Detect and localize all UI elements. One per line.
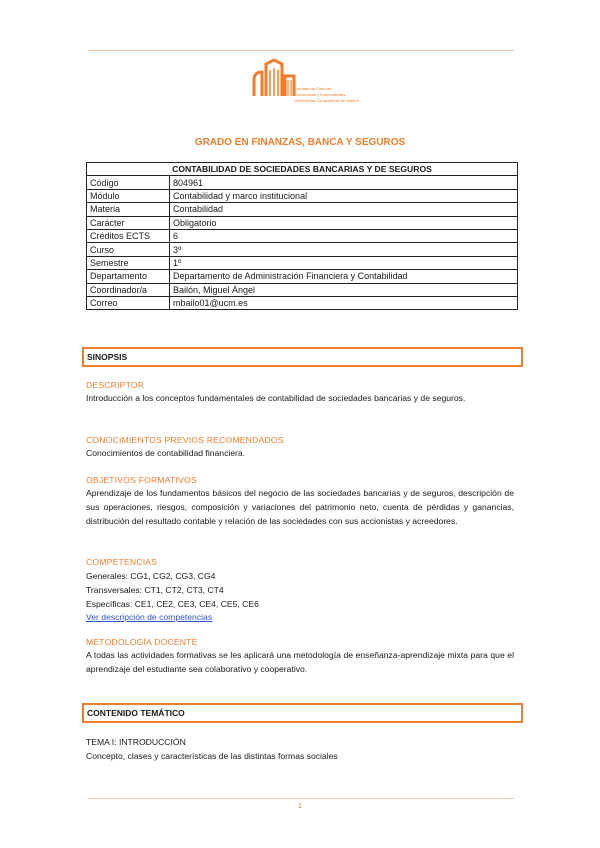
row-value: 1º: [170, 256, 518, 269]
row-label: Departamento: [87, 270, 170, 283]
header-rule: [88, 50, 514, 51]
sinopsis-section-header: SINOPSIS: [82, 347, 523, 367]
row-label: Semestre: [87, 256, 170, 269]
subject-info-table: [86, 162, 518, 310]
logo-line-1: Facultad de Ciencias: [294, 86, 332, 91]
table-row: [87, 243, 518, 256]
logo-line-3: Universidad Complutense de Madrid: [294, 98, 359, 103]
table-row: [87, 216, 518, 229]
row-value: Bailón, Miguel Ángel: [170, 283, 518, 296]
row-value: Obligatorio: [170, 216, 518, 229]
row-value: 3º: [170, 243, 518, 256]
table-row: [87, 256, 518, 269]
table-row: [87, 189, 518, 202]
objetivos-heading: OBJETIVOS FORMATIVOS: [86, 475, 197, 485]
row-label: Carácter: [87, 216, 170, 229]
row-value: Departamento de Administración Financiera y Contabilidad: [170, 270, 518, 283]
table-row: [87, 176, 518, 189]
contenido-section-header: CONTENIDO TEMÁTICO: [82, 703, 523, 723]
row-value: 804961: [170, 176, 518, 189]
table-row: [87, 203, 518, 216]
row-label: Coordinador/a: [87, 283, 170, 296]
table-row: [87, 229, 518, 242]
degree-title: GRADO EN FINANZAS, BANCA Y SEGUROS: [194, 137, 406, 148]
competencias-generales: Generales: CG1, CG2, CG3, CG4: [86, 571, 216, 581]
metodologia-heading: METODOLOGÍA DOCENTE: [86, 637, 198, 647]
row-value: Contabilidad: [170, 203, 518, 216]
page-number: 1: [298, 803, 302, 810]
competencias-heading: COMPETENCIAS: [86, 557, 158, 567]
competencias-transversales: Transversales: CT1, CT2, CT3, CT4: [86, 585, 224, 595]
table-row: [87, 296, 518, 309]
row-label: Código: [87, 176, 170, 189]
row-label: Créditos ECTS: [87, 229, 170, 242]
row-label: Materia: [87, 203, 170, 216]
tema-title: TEMA I: INTRODUCCIÓN: [86, 737, 186, 747]
competencias-link[interactable]: Ver descripción de competencias: [86, 612, 213, 622]
subject-table-heading: CONTABILIDAD DE SOCIEDADES BANCARIAS Y DE SEGUROS: [87, 163, 518, 176]
table-row: [87, 270, 518, 283]
competencias-especificas: Específicas: CE1, CE2, CE3, CE4, CE5, CE6: [86, 599, 259, 609]
row-value: 6: [170, 229, 518, 242]
table-row: [87, 283, 518, 296]
row-label: Correo: [87, 296, 170, 309]
logo-line-2: Económicas y Empresariales: [294, 92, 346, 97]
tema-text: Concepto, clases y características de las distintas formas sociales: [86, 751, 338, 761]
row-label: Curso: [87, 243, 170, 256]
metodologia-text: A todas las actividades formativas se les aplicará una metodología de enseñanza-aprendizaje mixta para que el aprendizaje del estudiante sea colaborativo y cooperativo.: [86, 650, 514, 674]
footer-rule: [88, 798, 514, 799]
faculty-logo: [252, 58, 359, 108]
objetivos-text: Aprendizaje de los fundamentos básicos del negocio de las sociedades bancarias y de seguros, descripción de sus operaciones, riesgos, composición y variaciones del patrimonio neto, cuenta de pérdidas y ganancias, distribución del resultado contable y relación de las sociedades con sus accionistas y acreedores.: [86, 488, 514, 526]
row-value: Contabilidad y marco institucional: [170, 189, 518, 202]
conocimientos-heading: CONOCIMIENTOS PREVIOS RECOMENDADOS: [86, 435, 284, 445]
row-label: Módulo: [87, 189, 170, 202]
conocimientos-text: Conocimientos de contabilidad financiera.: [86, 448, 246, 458]
descriptor-heading: DESCRIPTOR: [86, 380, 145, 390]
descriptor-text: Introducción a los conceptos fundamentales de contabilidad de sociedades bancarias y de seguros.: [86, 393, 466, 403]
faculty-building-icon: [252, 58, 296, 98]
row-value: mbailo01@ucm.es: [170, 296, 518, 309]
